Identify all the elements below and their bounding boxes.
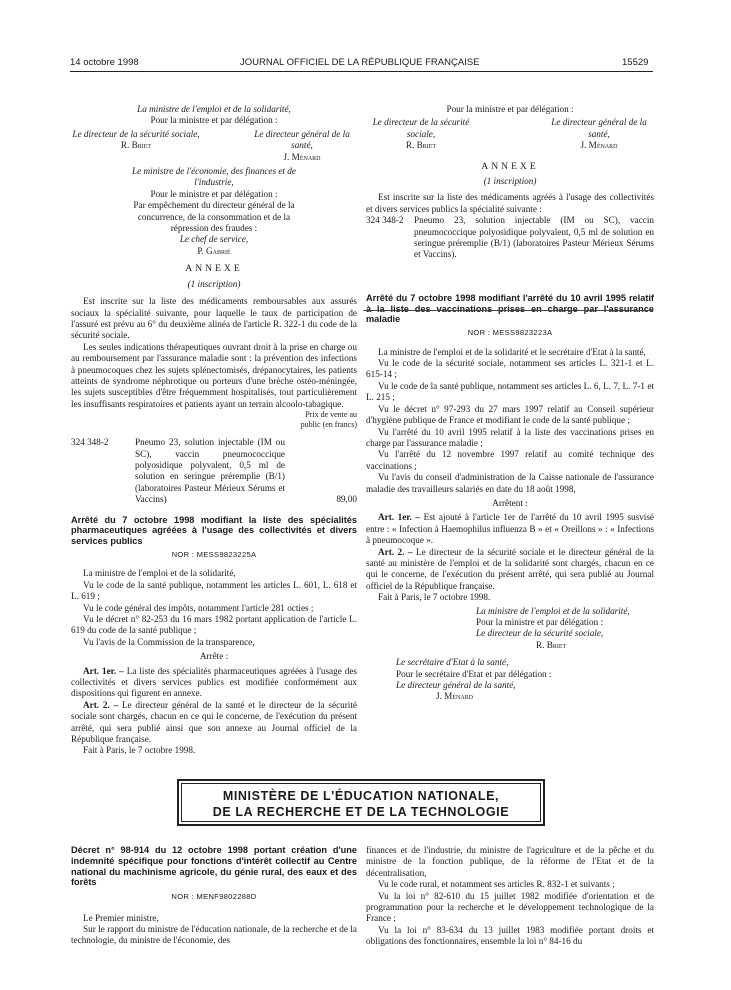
visa-line: La ministre de l'emploi et de la solidarité, [83,568,236,579]
signature-dss-name: R. Briet [536,639,567,650]
signature-dgs-title: Le directeur général de la santé, [254,128,350,151]
article-1 [366,512,654,546]
bottom-left-column [71,845,357,947]
signature-delegation-2: Pour le ministre et par délégation : [150,188,278,199]
article-2-label: Art. 2. – [378,546,413,557]
signature-dgs-name: J. Ménard [580,140,618,151]
visa-line: finances et de l'industrie, du ministre de l'agriculture et de la pêche et du ministre de la fonction publique, de la réforme de l'Etat et de la décentralisation, [366,845,654,878]
signature-dss-title: Le directeur de la sécurité sociale, [476,628,604,639]
decret-title: Décret n° 98-914 du 12 octobre 1998 portant création d'une indemnité spécifique pour fonctions d'intérêt collectif au Centre national du machinisme agricole, du génie rural, des eaux et des forêts [71,845,357,888]
nor-reference: NOR : MENF9802288D [171,892,257,902]
signature-ministre: La ministre de l'emploi et de la solidarité, [476,605,630,616]
nor-reference: NOR : MESS9823223A [467,328,553,338]
article-2-label: Art. 2. – [83,699,119,710]
visa-line: Vu l'arrêté du 12 novembre 1997 relatif au comité technique des vaccinations ; [366,449,654,471]
arrete-title: Arrêté du 7 octobre 1998 modifiant la liste des spécialités pharmaceutiques agréées à l'usage des collectivités et divers services publics [71,514,357,547]
drug-description: Pneumo 23, solution injectable (IM ou SC), vaccin pneumococcique polyosidique polyvalent, 0,5 ml de solution en seringue préremplie (B/1) (laboratoires Pasteur Mérieux Sérums et Vaccins). [414,215,654,260]
journal-title: JOURNAL OFFICIEL DE LA RÉPUBLIQUE FRANÇAISE [240,57,480,68]
price-header: Prix de vente au public (en francs) [300,410,357,429]
right-column [366,104,654,703]
visa-line: Vu le code rural, et notamment ses articles R. 832-1 et suivants ; [378,879,615,890]
inscription-count: (1 inscription) [187,278,241,289]
visa-line: Vu le code de la santé publique, notamment les articles L. 601, L. 618 et L. 619 ; [71,579,357,602]
visa-line: Vu l'arrêté du 10 avril 1995 relatif à la liste des vaccinations prises en charge par l'assurance maladie ; [366,426,654,448]
signature-ministre-economie: Le ministre de l'économie, des finances et de l'industrie, [132,166,296,188]
article-1-text: Est ajouté à l'article 1er de l'arrêté du 10 avril 1995 susvisé entre : « Infection à Haemophilus influenza B » et « Oreillons » : « Infections à pneumocoque ». [366,512,654,546]
visa-line: Vu le décret n° 97-293 du 27 mars 1997 relatif au Conseil supérieur d'hygiène publique de France et modifiant le code de la santé publique ; [366,403,654,426]
drug-description: Pneumo 23, solution injectable (IM ou SC), vaccin pneumococcique polyosidique polyvalent, 0,5 ml de solution en seringue préremplie (B/1) (laboratoires Pasteur Mérieux Sérums et Vaccins) [135,437,285,505]
annexe-heading: ANNEXE [481,160,539,172]
article-1-label: Art. 1er. – [83,665,124,676]
article-2 [71,700,357,746]
page-number: 15529 [622,57,649,68]
signature-dgs-title: Le directeur général de la santé, [551,117,647,139]
article-1-label: Art. 1er. – [378,512,421,523]
left-column [71,104,357,757]
ministry-heading [181,783,541,822]
signature-block-secretaire [366,657,654,703]
signature-secretaire: Le secrétaire d'Etat à la santé, [396,657,509,668]
ministry-heading-line-2: DE LA RECHERCHE ET DE LA TECHNOLOGIE [212,805,510,819]
drug-price: 89,00 [336,494,357,505]
signature-dss-name: R. Briet [405,140,437,151]
bottom-right-column [366,845,654,948]
annexe-paragraph: Est inscrite sur la liste des médicaments remboursables aux assurés sociaux la spécialité suivante, pour laquelle le taux de participation de l'assuré est prévu au 6° du deuxième alinéa de l'article R. 322-1 du code de la sécurité sociale. [71,296,357,341]
annexe-heading: ANNEXE [185,263,243,275]
visa-line: Vu la loi n° 82-610 du 15 juillet 1982 modifiée d'orientation et de programmation pour la recherche et le développement technologique de la France ; [366,890,654,924]
drug-code: 324 348-2 [366,215,404,226]
visa-line: La ministre de l'emploi et de la solidarité et le secrétaire d'Etat à la santé, [378,346,646,357]
arrete-word: Arrête : [199,651,229,662]
arrete-title: Arrêté du 7 octobre 1998 modifiant l'arrêté du 10 avril 1995 relatif à la liste des vaccinations prises en charge par l'assurance maladie [366,292,654,325]
visa-line: Vu le décret n° 82-253 du 16 mars 1982 portant application de l'article L. 619 du code de la santé publique ; [71,614,357,636]
annexe-paragraph: Est inscrite sur la liste des médicaments agréés à l'usage des collectivités et divers services publics la spécialité suivante : [366,192,654,214]
signature-delegation: Pour la ministre et par délégation : [446,104,574,114]
chef-service-name: P. Gabrié [197,245,231,256]
visa-line: Vu le code de la sécurité sociale, notamment ses articles L. 321-1 et L. 615-14 ; [366,358,654,380]
visa-line: Vu le code général des impôts, notamment l'article 281 octies ; [83,602,314,613]
drug-entry [71,437,357,505]
signature-dgs-name: J. Ménard [436,691,474,702]
premier-ministre: Le Premier ministre, [83,912,159,923]
visa-line: Vu la loi n° 83-634 du 13 juillet 1983 modifiée portant droits et obligations des fonctionnaires, ensemble la loi n° 84-16 du [366,924,654,947]
header-rule [70,71,653,72]
signature-block [366,606,654,652]
signature-dss-title: Le directeur de la sécurité sociale, [372,117,470,139]
article-2-text: Le directeur de la sécurité sociale et le directeur général de la santé au ministère de l'emploi et de la solidarité sont chargés, chacun en ce qui le concerne, de l'exécution du présent arrêté, qui sera publié au Journal officiel de la République française. [366,546,654,591]
nor-reference: NOR : MESS9823225A [171,549,257,559]
visa-line: Vu l'avis du conseil d'administration de la Caisse nationale de l'assurance maladie des travailleurs salariés en date du 18 août 1998, [366,472,654,494]
visa-line: Vu l'avis de la Commission de la transparence, [83,636,255,647]
article-1 [71,666,357,700]
rapport-text: Sur le rapport du ministre de l'éducation nationale, de la recherche et de la technologie, du ministre de l'économie, des [71,924,357,946]
ministry-heading-line-1: MINISTÈRE DE L'ÉDUCATION NATIONALE, [222,789,500,803]
signature-ministre: La ministre de l'emploi et de la solidarité, [137,104,291,114]
drug-entry [366,215,654,261]
signature-dss-name: R. Briet [120,140,152,151]
ministry-heading-box [177,779,545,826]
signature-dgs-name: J. Ménard [283,151,321,162]
signature-pair [366,117,654,151]
inscription-count: (1 inscription) [483,176,537,187]
arretent-word: Arrêtent : [492,497,528,508]
signature-delegation: Pour la ministre et par délégation : [150,115,278,126]
fait-a-paris: Fait à Paris, le 7 octobre 1998. [378,592,491,603]
signature-dgs-title: Le directeur général de la santé, [396,680,516,691]
signature-delegation: Pour la ministre et par délégation : [476,617,604,628]
signature-delegation: Pour le secrétaire d'Etat et par délégation : [396,668,552,679]
signature-dss-title: Le directeur de la sécurité sociale, [72,128,200,139]
visa-line: Vu le code de la santé publique, notamment ses articles L. 6, L. 7, L. 7-1 et L. 215 ; [366,380,654,403]
chef-service: Le chef de service, [179,234,249,245]
section-divider [363,310,653,311]
drug-code: 324 348-2 [71,437,109,448]
article-1-text: La liste des spécialités pharmaceutiques agréées à l'usage des collectivités et divers services publics est modifiée conformément aux dispositions qui figurent en annexe. [71,665,357,699]
signature-pair [71,129,357,163]
article-2-text: Le directeur général de la santé et le directeur de la sécurité sociale sont chargés, chacun en ce qui le concerne, de l'exécution du présent arrêté, qui sera publié ainsi que son annexe au Journal officiel de la République française. [71,699,357,745]
header-date: 14 octobre 1998 [70,57,139,68]
indications-paragraph: Les seules indications thérapeutiques ouvrant droit à la prise en charge ou au remboursement par l'assurance maladie sont : la prévention des infections à pneumocoques chez les sujets splénectomisés, drépanocytaires, les patients atteints de syndrome néphrotique ou porteurs d'une brèche ostéo-méningée, les sujets susceptibles d'être fréquemment hospitalisés, tout particulièrement les insuffisants respiratoires et patients ayant un terrain alcoolo-tabagique. [71,341,357,409]
fait-a-paris: Fait à Paris, le 7 octobre 1998. [83,745,196,756]
article-2 [366,547,654,593]
empechement-text: Par empêchement du directeur général de la concurrence, de la consommation et de la répression des fraudes : [133,200,295,234]
